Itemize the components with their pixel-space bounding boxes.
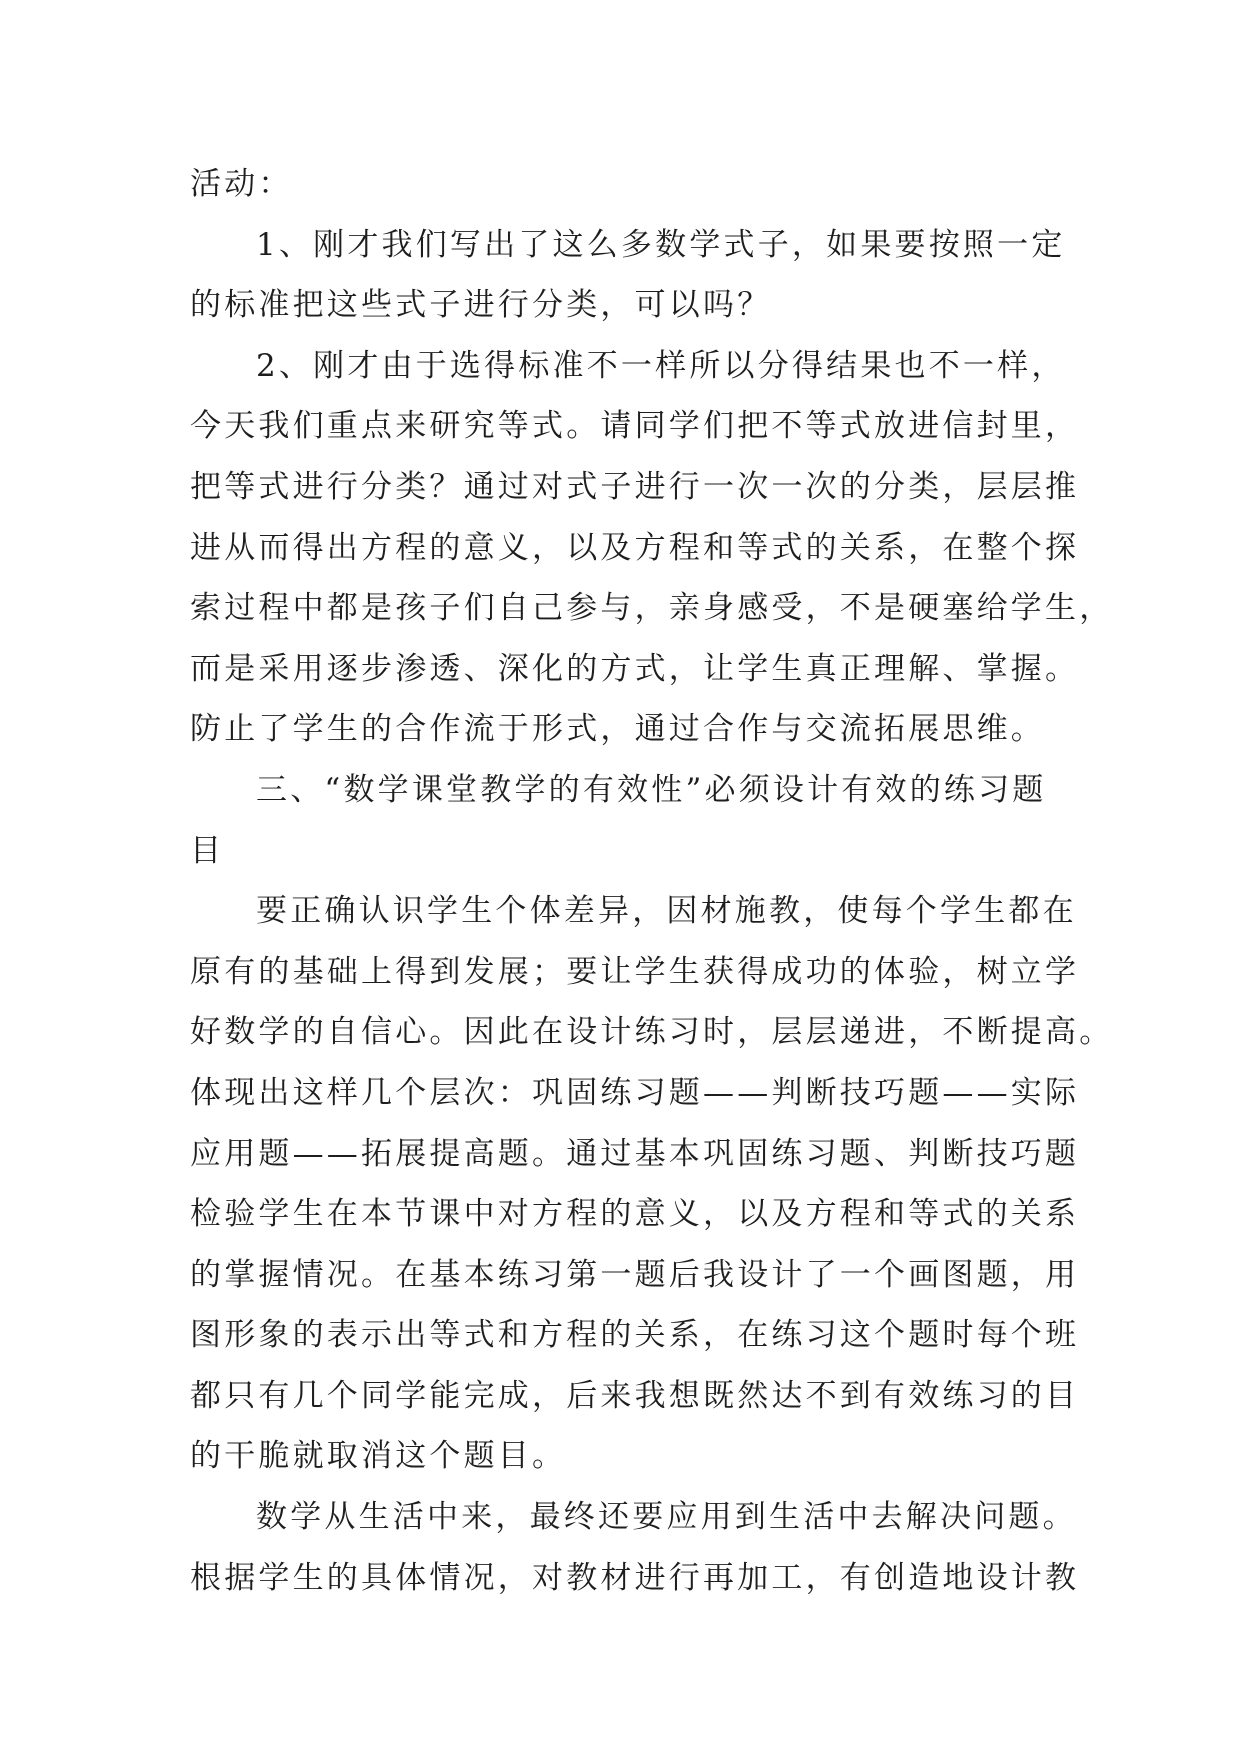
text-line: 而是采用逐步渗透、深化的方式，让学生真正理解、掌握。: [190, 650, 1080, 687]
section-heading-line: 三、“数学课堂教学的有效性”必须设计有效的练习题: [256, 771, 1047, 808]
text-line: 的标准把这些式子进行分类，可以吗？: [190, 287, 772, 324]
text-line: 的干脆就取消这个题目。: [190, 1438, 567, 1475]
text-line: 活动：: [190, 166, 293, 202]
section-heading-line: 目: [190, 832, 225, 869]
text-line: 把等式进行分类？通过对式子进行一次一次的分类，层层推: [190, 468, 1080, 505]
text-line: 防止了学生的合作流于形式，通过合作与交流拓展思维。: [190, 711, 1045, 748]
text-line: 都只有几个同学能完成，后来我想既然达不到有效练习的目: [190, 1377, 1080, 1414]
body-text: [190, 154, 1114, 1608]
text-line: 2、刚才由于选得标准不一样所以分得结果也不一样，: [256, 347, 1066, 384]
text-line: 图形象的表示出等式和方程的关系，在练习这个题时每个班: [190, 1317, 1080, 1354]
text-line: 今天我们重点来研究等式。请同学们把不等式放进信封里，: [190, 408, 1080, 445]
text-line: 进从而得出方程的意义，以及方程和等式的关系，在整个探: [190, 529, 1080, 566]
text-line: 根据学生的具体情况，对教材进行再加工，有创造地设计教: [190, 1559, 1080, 1596]
text-line: 数学从生活中来，最终还要应用到生活中去解决问题。: [256, 1499, 1077, 1536]
text-line: 要正确认识学生个体差异，因材施教，使每个学生都在: [256, 893, 1077, 930]
text-line: 原有的基础上得到发展；要让学生获得成功的体验，树立学: [190, 953, 1080, 990]
text-line: 体现出这样几个层次：巩固练习题——判断技巧题——实际: [190, 1074, 1080, 1111]
text-line: 1、刚才我们写出了这么多数学式子，如果要按照一定: [256, 226, 1066, 263]
text-line: 的掌握情况。在基本练习第一题后我设计了一个画图题，用: [190, 1256, 1080, 1293]
text-line: 应用题——拓展提高题。通过基本巩固练习题、判断技巧题: [190, 1135, 1080, 1172]
text-line: 好数学的自信心。因此在设计练习时，层层递进，不断提高。: [190, 1014, 1114, 1051]
text-line: 索过程中都是孩子们自己参与，亲身感受，不是硬塞给学生，: [190, 590, 1114, 627]
text-line: 检验学生在本节课中对方程的意义，以及方程和等式的关系: [190, 1196, 1080, 1233]
